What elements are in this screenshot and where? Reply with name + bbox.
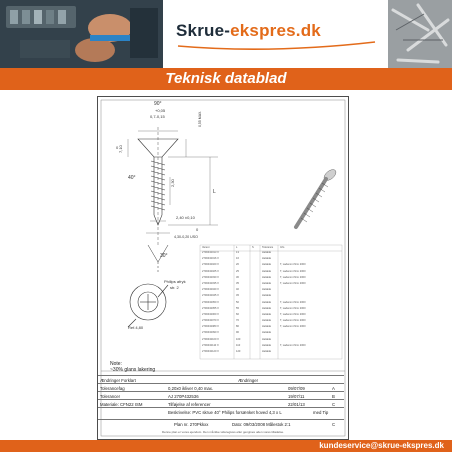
dim-L: L xyxy=(213,189,216,195)
spec-table-cell: Heltøde xyxy=(262,331,272,335)
spec-table-cell: T, Lademmt N/m 2000 xyxy=(280,275,306,279)
spec-table-cell: Heltøde xyxy=(262,281,272,285)
spec-table-cell: 50 xyxy=(236,300,239,304)
note-title: Note: xyxy=(110,361,122,367)
spec-table-cell: 2700432013 X xyxy=(202,251,219,254)
spec-table-cell: 55 xyxy=(236,306,239,310)
header-photo-screws xyxy=(388,0,452,68)
spec-table-cell: T, Lademmt N/m 2000 xyxy=(280,312,306,316)
spec-table-cell: 2700432020 X xyxy=(202,263,219,267)
spec-table-cell: Heltøde xyxy=(262,288,272,292)
title-banner xyxy=(0,68,452,90)
spec-table-cell: Heltøde xyxy=(262,294,272,298)
spec-table-cell: T, Lademmt N/m 2000 xyxy=(280,319,306,323)
dim-angle-top: 90° xyxy=(154,101,162,107)
spec-table-cell: 2700432055 X xyxy=(202,306,219,310)
spec-table-cell: 13 xyxy=(236,251,239,254)
title-block-row: Beskrivelse: PVC skrue 40° Philips forsænket hoved 4,3 x L med Tip xyxy=(98,407,344,416)
dim-thread: 2,30 xyxy=(170,179,175,187)
spec-table-header: Varenr. L S Tolerance Info xyxy=(202,246,285,249)
spec-table-cell: 30 xyxy=(236,275,239,279)
spec-table-cell: Heltøde xyxy=(262,312,272,316)
dim-side-left-b: 0 xyxy=(116,145,119,150)
spec-table-cell: 2700432045 X xyxy=(202,294,219,298)
spec-table-cell: Heltøde xyxy=(262,337,272,341)
spec-table-cell: 2700432016 X xyxy=(202,257,219,261)
spec-table-cell: Heltøde xyxy=(262,263,272,267)
spec-table-cell: T, Lademmt N/m 2000 xyxy=(280,300,306,304)
spec-table-cell xyxy=(252,350,262,356)
spec-table-cell: 20 xyxy=(236,263,239,267)
spec-table-cell: Heltøde xyxy=(262,325,272,329)
spec-table-cell: T, Lademmt N/m 2000 xyxy=(280,343,306,347)
spec-table-row xyxy=(202,350,342,356)
dim-angle-mid: 40° xyxy=(128,175,136,181)
note-block xyxy=(110,361,155,373)
footer-bar xyxy=(0,440,452,452)
spec-table-cell: 2700432110 X xyxy=(202,343,219,347)
spec-table-cell: Heltøde xyxy=(262,275,272,279)
screws-image xyxy=(388,0,452,68)
spec-table-cell: 60 xyxy=(236,312,239,316)
spec-table-cell: 2700432025 X xyxy=(202,269,219,273)
spec-table-cell: 2700432100 X xyxy=(202,337,219,341)
title-block-row: Plan nr. 270Pkkxx Dato: 09/03/2008 Målestok 2:1 C xyxy=(98,419,344,428)
spec-table-rows xyxy=(202,251,342,356)
spec-table-cell: Heltøde xyxy=(262,306,272,310)
spec-table-cell: 90 xyxy=(236,331,239,335)
spec-table-cell xyxy=(280,350,340,356)
spec-table-cell: Heltøde xyxy=(262,300,272,304)
spec-table-cell: Heltøde xyxy=(262,269,272,273)
spec-table-cell: T, Lademmt N/m 2000 xyxy=(280,325,306,329)
spec-table-cell: 2700432035 X xyxy=(202,281,219,285)
note-text: ~30% glans lakering xyxy=(110,367,156,373)
spec-table-cell: 100 xyxy=(236,337,241,341)
spec-table-cell: 80 xyxy=(236,325,239,329)
dim-tol-top: +0,05 xyxy=(155,108,166,113)
spec-table xyxy=(202,246,342,356)
spec-table-cell: 2700432030 X xyxy=(202,275,219,279)
spec-table-cell: 2700432120 X xyxy=(202,350,219,353)
spec-table-cell: 110 xyxy=(236,343,241,347)
spec-table-cell: 70 xyxy=(236,319,239,323)
spec-table-cell: 2700432050 X xyxy=(202,300,219,304)
spec-table-cell: Heltøde xyxy=(262,257,272,261)
philips-label-b: str. 2 xyxy=(170,285,179,290)
spec-table-cell: 40 xyxy=(236,288,239,292)
spec-table-cell: 45 xyxy=(236,294,239,298)
dim-shaft: 2,40 ±0,10 xyxy=(176,215,195,220)
spec-table-cell: T, Lademmt N/m 2000 xyxy=(280,263,306,267)
spec-table-cell: 2700432040 X xyxy=(202,288,219,292)
spec-table-cell: T, Lademmt N/m 2000 xyxy=(280,269,306,273)
title-block-header: Ændringer Forklart Ændringer xyxy=(98,375,344,384)
spec-table-cell: T, Lademmt N/m 2000 xyxy=(280,306,306,310)
title-block-row: Materiale: CFN22 ISM Tilføjelse af referencer 22/01/13 C xyxy=(98,399,344,408)
spec-table-cell: 35 xyxy=(236,281,239,285)
spec-table-cell: T, Lademmt N/m 2000 xyxy=(280,281,306,285)
header xyxy=(0,0,452,68)
dim-side-left-a: 7,10 xyxy=(118,145,123,153)
dim-tol-bottom: 0,7-0,15 xyxy=(150,114,165,119)
title-block-row: Tolerancer AJ 270P432536 19/07/11 B xyxy=(98,391,344,400)
tools-image xyxy=(0,0,163,68)
page-title: Teknisk datablad xyxy=(165,70,287,87)
dim-tip-a: 0 xyxy=(196,227,199,232)
spec-table-cell: 120 xyxy=(236,350,241,353)
spec-table-cell: 2700432090 X xyxy=(202,331,219,335)
logo-swoosh-icon xyxy=(170,14,384,54)
spec-table-cell: 25 xyxy=(236,269,239,273)
spec-table-cell: 2700432080 X xyxy=(202,325,219,329)
contact-email-link[interactable]: kundeservice@skrue-ekspres.dk xyxy=(319,441,444,450)
spec-table-cell: Heltøde xyxy=(262,319,272,323)
ref-label: Ref.4,80 xyxy=(128,325,144,330)
spec-table-cell: Heltøde xyxy=(262,343,272,347)
spec-table-cell: Heltøde xyxy=(262,350,272,353)
dim-angle-tip: 30° xyxy=(160,253,168,259)
spec-table-cell: 2700432070 X xyxy=(202,319,219,323)
brand-name: Skrue-ekspres.dk xyxy=(176,21,321,40)
dim-tip-b: 4,30-0,20 USO xyxy=(174,235,198,239)
brand-logo[interactable] xyxy=(170,14,384,54)
philips-head-view xyxy=(128,284,168,327)
spec-table-cell: Heltøde xyxy=(262,251,272,254)
philips-label-a: Philips afryk xyxy=(164,279,186,284)
header-photo-tools xyxy=(0,0,163,68)
spec-table-cell: 16 xyxy=(236,257,239,261)
spec-table-cell: 2700432060 X xyxy=(202,312,219,316)
dim-side-top: 0,55 MAX. xyxy=(198,110,202,127)
title-block-row: Tolerancefag 0,20x0 ikliver 0,40 max. 09/07/09 A xyxy=(98,383,344,392)
copyright-note: Denne plan er vores ejendom. Den må ikke videregives eller gengives uden vores tilladelse. xyxy=(161,430,285,434)
screw-3d-view xyxy=(296,167,338,227)
